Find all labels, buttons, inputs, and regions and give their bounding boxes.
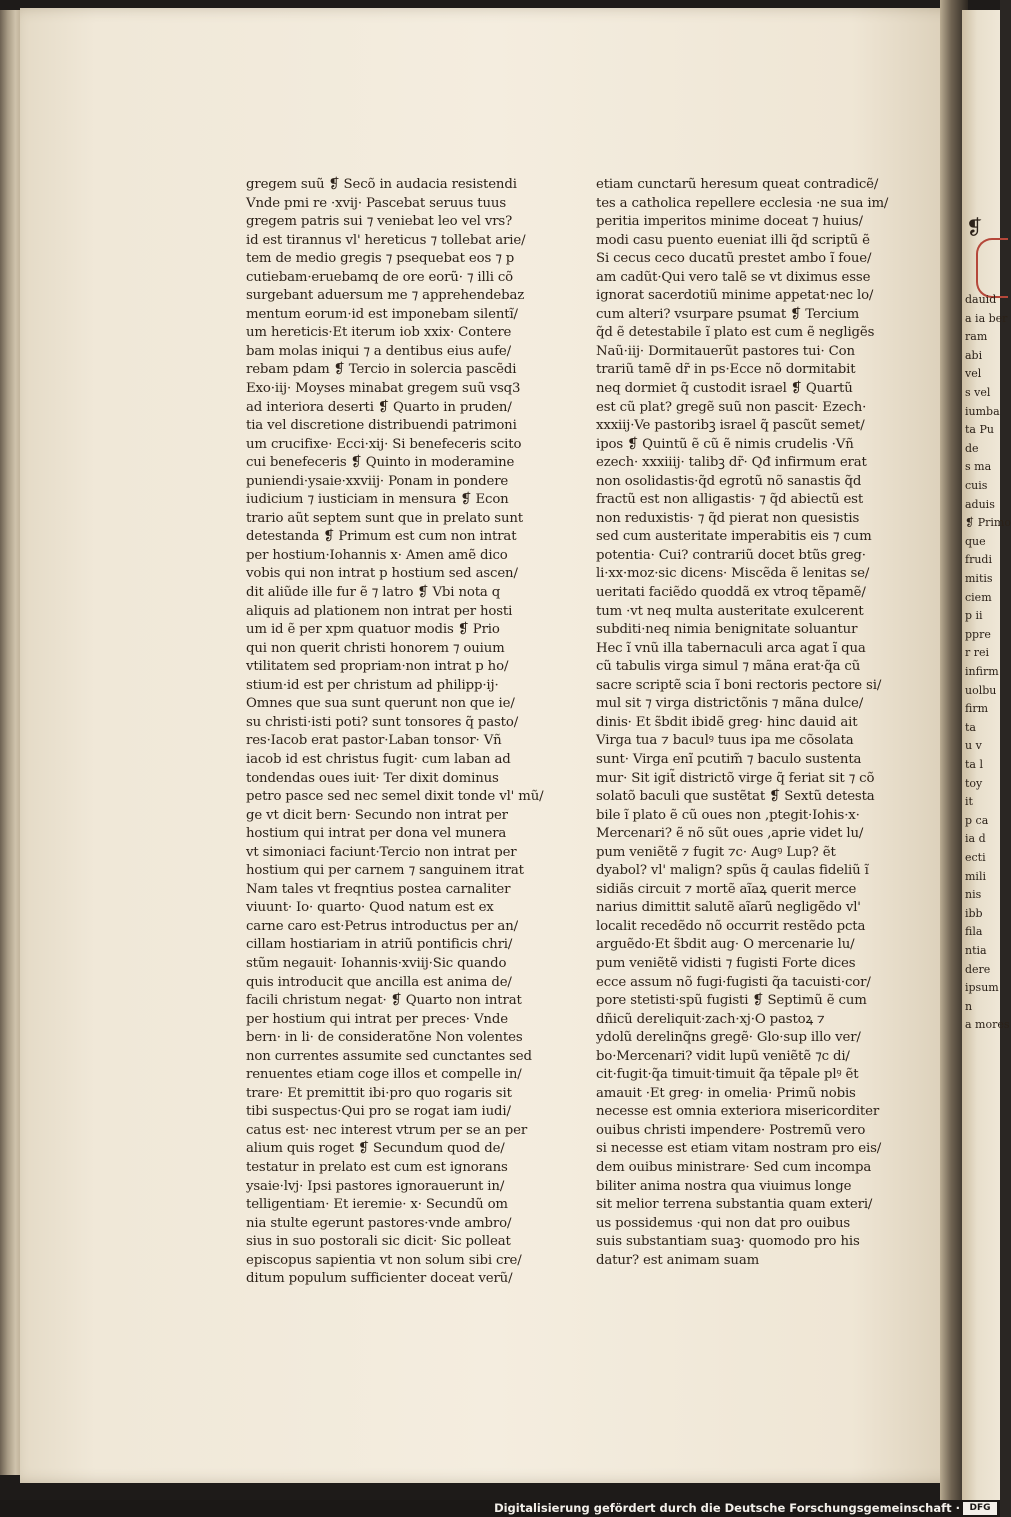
text-line: modi casu puento eueniat illi q̃d scriptũ ẽ [596,232,870,248]
facing-text-fragment: nis [965,888,982,902]
text-line: rebam pdam ❡ Tercio in solercia pascẽdi [246,362,517,378]
text-line: quis introducit que ancilla est anima de/ [246,974,512,990]
facing-page [962,10,1011,1500]
text-line: trare· Et premittit ibi·pro quo rogaris sit [246,1085,512,1101]
facing-text-fragment: que [965,534,986,548]
facing-text-fragment: firm [965,702,989,716]
facing-text-fragment: n [965,999,973,1013]
text-line: peritia imperitos minime doceat ⁊ huius/ [596,214,863,230]
text-line: solatõ baculi que sustẽtat ❡ Sextũ detesta [596,789,875,805]
text-line: episcopus sapientia vt non solum sibi cre/ [246,1252,522,1268]
text-line: cũ tabulis virga simul ⁊ mãna erat·q̃a cũ [596,659,861,675]
text-line: Omnes que sua sunt querunt non que ie/ [246,696,515,712]
text-line: viuunt· Io· quarto· Quod natum est ex [246,900,494,916]
text-line: necesse est omnia exteriora misericorditer [596,1104,880,1120]
facing-text-fragment: uolbu [965,683,997,697]
text-line: ydolũ derelinq̃ns gregẽ· Glo·sup illo ver/ [596,1030,861,1046]
facing-text-fragment: ibb [965,906,983,920]
facing-text-fragment: r rei [965,646,990,660]
text-line: qui non querit christi honorem ⁊ ouium [246,640,505,656]
text-line: carne caro est·Petrus introductus per an/ [246,918,518,934]
text-line: vobis qui non intrat p hostium sed ascen/ [246,566,518,582]
text-line: ad interiora deserti ❡ Quarto in pruden/ [246,399,512,415]
text-line: est cũ plat? gregẽ suũ non pascit· Ezech· [596,399,867,415]
facing-text-fragment: frudi [965,553,992,567]
text-line: sit melior terrena substantia quam exteri/ [596,1197,873,1213]
text-line: id est tirannus vl' hereticus ⁊ tollebat arie/ [246,232,526,248]
text-line: tibi suspectus·Qui pro se rogat iam iudi/ [246,1104,511,1120]
facing-text-fragment: ❡ Primo [965,516,1011,530]
text-line: suis substantiam suaꝫ· quomodo pro his [596,1234,860,1250]
text-line: neq dormiet q̃ custodit israel ❡ Quartũ [596,381,853,397]
facing-text-fragment: vel [965,367,982,381]
text-line: facili christum negat· ❡ Quarto non intrat [246,993,522,1009]
digitization-footer [0,1500,1000,1517]
facing-text-fragment: toy [965,776,983,790]
facing-text-fragment: infirm [965,665,999,678]
text-line: Virga tua ⁊ baculꝰ tuus ipa me cõsolata [596,733,854,749]
text-line: sed cum austeritate imperabitis eis ⁊ cum [596,529,872,545]
facing-text-fragment: ta Pu [965,423,994,437]
text-line: um crucifixe· Ecci·xij· Si benefeceris scito [246,436,522,452]
text-line: localit recedẽdo nõ occurrit restẽdo pcta [596,918,866,934]
text-line: ge vt dicit bern· Secundo non intrat per [246,807,508,823]
text-line: datur? est animam suam [596,1252,760,1268]
text-line: tes a catholica repellere ecclesia ·ne sua im/ [596,195,889,211]
text-line: cutiebam·eruebamq de ore eorũ· ⁊ illi cõ [246,269,514,285]
text-line: tia vel discretione distribuendi patrimoni [246,418,517,434]
text-line: arguẽdo·Et s̃bdit aug· O mercenarie lu/ [596,937,855,953]
text-line: etiam cunctarũ heresum queat contradicẽ/ [596,177,879,192]
text-line: Naũ·iij· Dormitauerũt pastores tui· Con [596,343,855,359]
text-line: trariũ tamẽ dr̃ in ps·Ecce nõ dormitabit [596,362,856,378]
text-line: Hec ĩ vnũ illa tabernaculi arca agat ĩ qua [596,640,866,656]
text-line: detestanda ❡ Primum est cum non intrat [246,529,517,545]
red-rubric-initial [976,238,1008,298]
page-block-edge [0,10,22,1475]
text-line: hostium qui intrat per dona vel munera [246,826,507,842]
funding-credit: Digitalisierung gefördert durch die Deutsche Forschungsgemeinschaft · [494,1501,960,1515]
text-line: pum veniẽtẽ ⁊ fugit ⁊c· Augꝰ Lup? ẽt [596,844,836,860]
facing-text-fragment: it [965,795,973,809]
text-line: dit aliũde ille fur ẽ ⁊ latro ❡ Vbi nota q [246,585,501,601]
text-line: mur· Sit igit̃ districtõ virge q̃ feriat sit ⁊ cõ [596,770,875,786]
text-line: cit·fugit·q̃a timuit·timuit q̃a tẽpale plꝰ ẽt [596,1067,859,1083]
text-line: ipos ❡ Quintũ ẽ cũ ẽ nimis crudelis ·Vñ [596,436,854,452]
text-line: cillam hostiariam in atriũ pontificis chri/ [246,937,513,953]
facing-text-fragment: mili [965,869,986,883]
text-line: aliquis ad plationem non intrat per hosti [246,603,513,619]
text-line: non reduxistis· ⁊ q̃d pierat non quesistis [596,510,860,526]
text-line: cum alteri? vsurpare psumat ❡ Tercium [596,306,860,322]
text-line: non currentes assumite sed cunctantes sed [246,1048,532,1064]
text-line: per hostium qui intrat per preces· Vnde [246,1011,508,1027]
text-line: pore stetisti·spũ fugisti ❡ Septimũ ẽ cum [596,993,867,1009]
text-line: pum veniẽtẽ vidisti ⁊ fugisti Forte dices [596,955,856,971]
text-line: ysaie·lvj· Ipsi pastores ignorauerunt in/ [246,1178,505,1194]
text-line: sidiãs circuit ⁊ mortẽ aĩaꝝ querit merce [596,881,857,897]
facing-text-fragment: dauid [965,293,997,306]
facing-text-fragment: ipsum [965,981,999,995]
text-line: Si cecus ceco ducatũ prestet ambo ĩ foue/ [596,251,872,267]
facing-text-fragment: de [965,441,979,455]
text-line: us possidemus ·qui non dat pro ouibus [596,1215,851,1231]
text-line: telligentiam· Et ieremie· x· Secundũ om [246,1197,508,1213]
facing-text-fragment: ppre [965,627,991,641]
text-line: biliter anima nostra qua viuimus longe [596,1178,852,1194]
facing-text-fragment: ntia [965,944,987,957]
text-line: dem ouibus ministrare· Sed cum incompa [596,1159,872,1175]
text-line: narius dimittit salutẽ aĩarũ negligẽdo vl' [596,900,861,916]
dfg-logo: DFG [963,1502,997,1515]
facing-text-fragment: u v [965,739,982,753]
text-line: q̃d ẽ detestabile ĩ plato est cum ẽ negligẽs [596,325,875,341]
facing-text-fragment: ta l [965,758,983,771]
text-line: bile ĩ plato ẽ cũ oues non ,ptegit·Iohis·x· [596,807,860,823]
text-line: li·xx·moz·sic dicens· Miscẽda ẽ lenitas se/ [596,566,870,582]
text-line: mentum eorum·id est imponebam silentĩ/ [246,306,518,322]
facing-text-fragment: ia d [965,832,986,846]
text-line: trario aũt septem sunt que in prelato sunt [246,510,524,526]
text-line: sacre scriptẽ scia ĩ boni rectoris pectore si/ [596,677,882,693]
text-line: iudicium ⁊ iusticiam in mensura ❡ Econ [246,492,509,508]
text-line: bern· in li· de consideratõne Non volentes [246,1030,523,1046]
text-line: Vnde pmi re ·xvij· Pascebat seruus tuus [246,195,506,211]
text-line: um id ẽ per xpm quatuor modis ❡ Prio [246,622,500,638]
text-line: non osolidastis·q̃d egrotũ nõ sanastis q̃d [596,473,862,489]
text-line: ecce assum nõ fugi·fugisti q̃a tacuisti·cor/ [596,974,871,990]
facing-text-fragment: ciem [965,590,992,604]
facing-text-fragment: a ia ber [965,311,1008,325]
facing-text-fragment: s vel [965,386,991,399]
facing-text-fragment: p ca [965,813,989,827]
text-line: Nam tales vt freqntius postea carnaliter [246,881,511,897]
right-text-column [596,176,888,1270]
facing-text-fragment: abi [965,348,983,362]
facing-text-fragment: fila [965,925,983,939]
text-line: hostium qui per carnem ⁊ sanguinem itrat [246,863,524,879]
facing-text-fragment: dere [965,962,991,976]
text-line: puniendi·ysaie·xxviij· Ponam in pondere [246,473,509,489]
facing-text-fragment: p ii [965,609,983,623]
facing-text-fragment: ta [965,720,976,734]
text-line: ueritati faciẽdo quoddã ex vtroq tẽpamẽ/ [596,585,866,601]
text-line: dñicũ dereliquit·zach·xj·O pastoꝝ ⁊ [596,1011,825,1027]
facing-text-fragment: ecti [965,851,986,864]
text-line: potentia· Cui? contrariũ docet btũs greg· [596,547,866,563]
text-line: alium quis roget ❡ Secundum quod de/ [246,1141,505,1157]
text-line: petro pasce sed nec semel dixit tonde vl' mũ/ [246,789,544,805]
text-line: sunt· Virga enĩ pcutim̃ ⁊ baculo sustenta [596,751,862,767]
text-line: per hostium·Iohannis x· Amen amẽ dico [246,547,508,563]
text-line: stium·id est per christum ad philipp·ij· [246,677,499,693]
text-line: su christi·isti poti? sunt tonsores q̃ pasto/ [246,714,519,730]
text-line: ditum populum sufficienter doceat verũ/ [246,1271,513,1287]
text-line: dyabol? vl' malign? spũs q̃ caulas fideliũ ĩ [596,863,869,879]
text-line: fractũ est non alligastis· ⁊ q̃d abiectũ est [596,492,864,508]
text-line: bo·Mercenari? vidit lupũ veniẽtẽ ⁊c di/ [596,1048,850,1064]
text-line: gregem patris sui ⁊ veniebat leo vel vrs? [246,214,513,230]
text-line: tem de medio gregis ⁊ psequebat eos ⁊ p [246,251,515,267]
text-line: gregem suũ ❡ Secõ in audacia resistendi [246,177,517,192]
text-line: cui benefeceris ❡ Quinto in moderamine [246,455,515,471]
facing-text-fragment: s ma [965,460,992,474]
facing-text-fragment: mitis [965,572,993,585]
text-line: xxxiij·Ve pastoribꝫ israel q̃ pascũt semet/ [596,418,865,434]
text-line: ouibus christi impendere· Postremũ vero [596,1122,866,1138]
text-line: ignorat sacerdotiũ minime appetat·nec lo/ [596,288,874,304]
text-line: testatur in prelato est cum est ignorans [246,1159,508,1175]
text-line: mul sit ⁊ virga districtõnis ⁊ mãna dulce/ [596,696,864,712]
facing-text-fragment: a mores [965,1018,1010,1032]
text-line: dinis· Et s̃bdit ibidẽ greg· hinc dauid ait [596,714,858,730]
text-line: um hereticis·Et iterum iob xxix· Contere [246,325,512,341]
text-line: iacob id est christus fugit· cum laban ad [246,751,511,767]
text-line: surgebant aduersum me ⁊ apprehendebaz [246,288,525,304]
text-line: am cadũt·Qui vero talẽ se vt diximus esse [596,269,871,285]
text-line: bam molas iniqui ⁊ a dentibus eius aufe/ [246,343,511,359]
facing-text-fragment: cuis [965,479,988,492]
facing-text-fragment: aduis [965,497,995,511]
text-line: vt simoniaci faciunt·Tercio non intrat per [246,844,517,860]
text-line: catus est· nec interest vtrum per se an per [246,1122,528,1138]
text-line: Mercenari? ẽ nõ sũt oues ,aprie videt lu/ [596,826,864,842]
text-line: renuentes etiam coge illos et compelle in/ [246,1067,522,1083]
facing-text-fragment: ram [965,330,988,344]
facing-rubric-mark: ❡ [966,215,983,239]
facing-text-fragment: iumba [965,404,1000,418]
text-line: amauit ·Et greg· in omelia· Primũ nobis [596,1085,856,1101]
text-line: ezech· xxxiiij· talibꝫ dr̃· Qđ infirmum erat [596,455,867,471]
left-text-column [246,176,546,1289]
text-line: sius in suo postorali sic dicit· Sic polleat [246,1234,511,1250]
text-line: si necesse est etiam vitam nostram pro eis/ [596,1141,882,1157]
text-line: tum ·vt neq multa austeritate exulcerent [596,603,864,619]
text-line: res·Iacob erat pastor·Laban tonsor· Vñ [246,733,502,749]
text-line: Exo·iij· Moyses minabat gregem suũ vsq3 [246,381,521,397]
text-line: tondendas oues iuit· Ter dixit dominus [246,770,499,786]
text-line: nia stulte egerunt pastores·vnde ambro/ [246,1215,512,1231]
text-line: stũm negauit· Iohannis·xviij·Sic quando [246,955,507,971]
text-line: subditi·neq nimia benignitate soluantur [596,622,858,638]
text-line: vtilitatem sed propriam·non intrat p ho/ [246,659,509,675]
